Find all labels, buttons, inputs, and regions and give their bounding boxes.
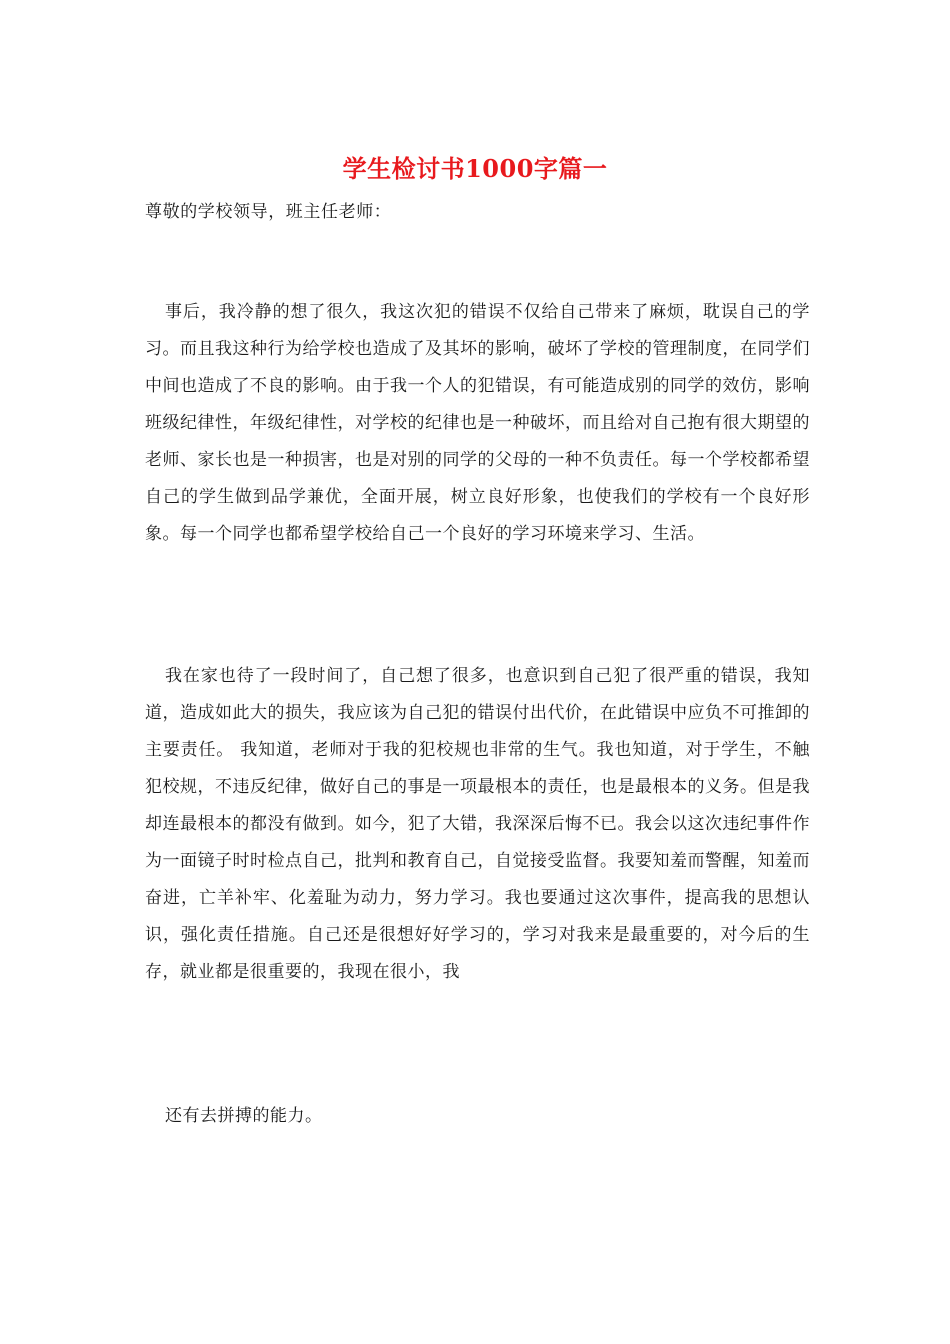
salutation: 尊敬的学校领导，班主任老师： — [145, 202, 392, 222]
body-paragraph-2: 我在家也待了一段时间了，自己想了很多，也意识到自己犯了很严重的错误，我知道，造成如此大的损失，我应该为自己犯的错误付出代价，在此错误中应负不可推卸的主要责任。 我知道，老师对于我的犯校规也非常的生气。我也知道，对于学生，不触犯校规，不违反纪律，做好自己的事是一项最根本的责任，也是最根本的义务。但是我却连最根本的都没有做到。如今，犯了大错，我深深后悔不已。我会以这次违纪事件作为一面镜子时时检点自己，批判和教育自己，自觉接受监督。我要知羞而警醒，知羞而奋进，亡羊补牢、化羞耻为动力，努力学习。我也要通过这次事件，提高我的思想认识，强化责任措施。自己还是很想好好学习的，学习对我来是最重要的，对今后的生存，就业都是很重要的，我现在很小，我 — [145, 666, 810, 982]
body-paragraph-1: 事后，我冷静的想了很久，我这次犯的错误不仅给自己带来了麻烦，耽误自己的学习。而且我这种行为给学校也造成了及其坏的影响，破坏了学校的管理制度，在同学们中间也造成了不良的影响。由于我一个人的犯错误，有可能造成别的同学的效仿，影响班级纪律性，年级纪律性，对学校的纪律也是一种破坏，而且给对自己抱有很大期望的老师、家长也是一种损害，也是对别的同学的父母的一种不负责任。每一个学校都希望自己的学生做到品学兼优，全面开展，树立良好形象，也使我们的学校有一个良好形象。每一个同学也都希望学校给自己一个良好的学习环境来学习、生活。 — [145, 302, 810, 544]
document-title: 学生检讨书1000字篇一 — [342, 154, 608, 183]
body-paragraph-3: 还有去拼搏的能力。 — [165, 1106, 323, 1126]
